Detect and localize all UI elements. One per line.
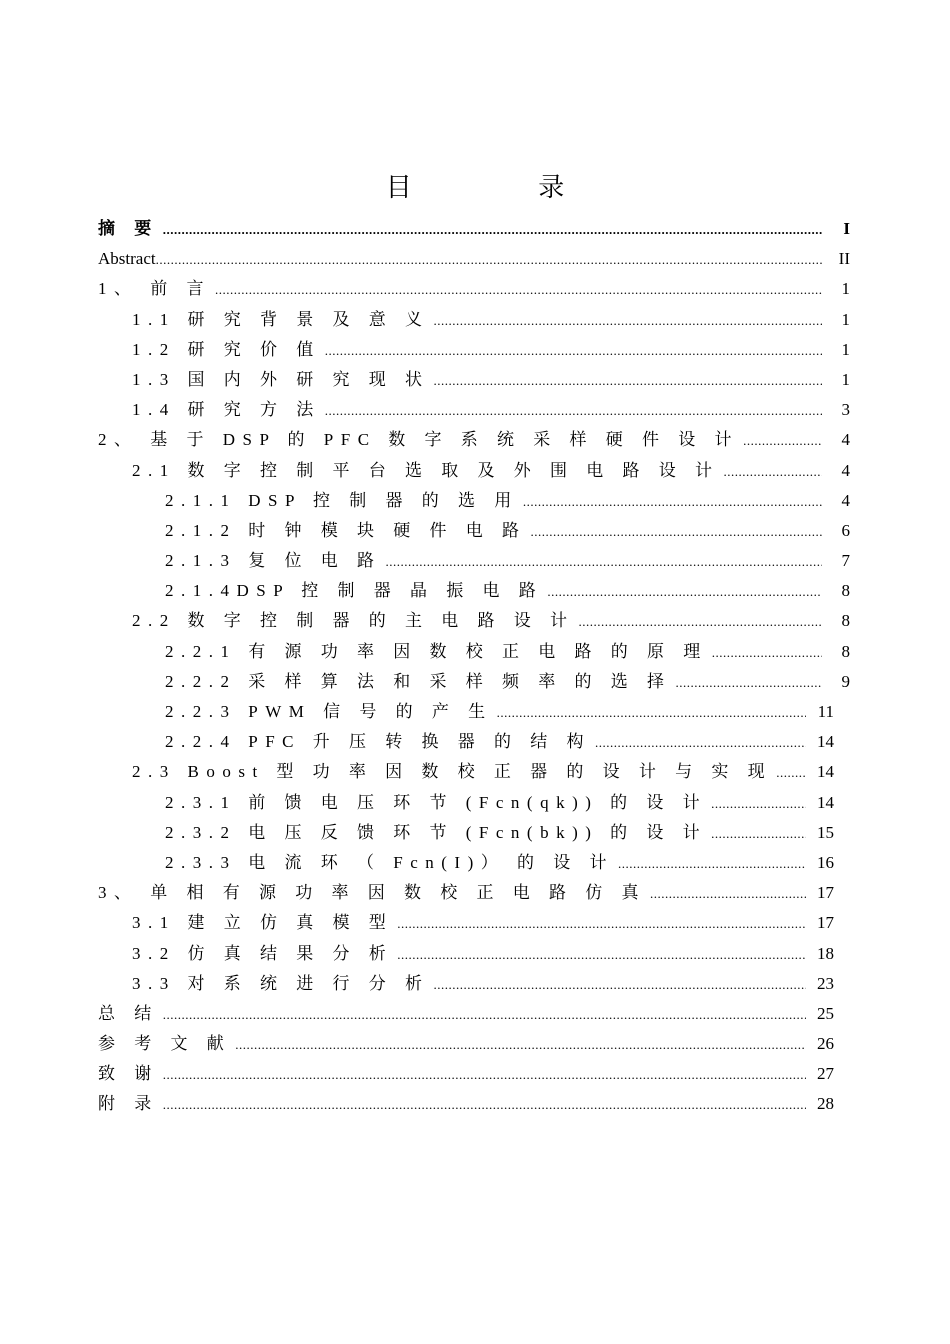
- toc-entry-label: 2.2.4 PFC 升 压 转 换 器 的 结 构: [165, 732, 591, 752]
- toc-entry-page: 17: [817, 913, 834, 933]
- toc-leader-dots: [397, 909, 806, 939]
- toc-entry-label: 总 结: [98, 1003, 159, 1023]
- toc-entry-2-1-3[interactable]: [98, 546, 850, 576]
- toc-entry-label: 3、 单 相 有 源 功 率 因 数 校 正 电 路 仿 真: [98, 883, 646, 903]
- toc-entry-page: 1: [841, 369, 850, 389]
- toc-entry-2-2-4[interactable]: [98, 727, 850, 757]
- toc-entry-page: 18: [817, 943, 834, 963]
- toc-entry-label: 2.2.3 PWM 信 号 的 产 生: [165, 702, 493, 721]
- toc-leader-dots: [776, 758, 806, 788]
- toc-entry-page: 26: [817, 1034, 834, 1054]
- toc-entry-abstract-en[interactable]: [98, 244, 850, 274]
- toc-entry-3-2[interactable]: [98, 939, 850, 969]
- toc-entry-1-1[interactable]: [98, 305, 850, 335]
- toc-entry-label: Abstract: [98, 249, 156, 269]
- toc-entry-page: 1: [841, 309, 850, 329]
- toc-entry-label: 2.1.2 时 钟 模 块 硬 件 电 路: [165, 520, 527, 540]
- toc-entry-label: 参 考 文 献: [98, 1034, 232, 1054]
- toc-leader-dots: [676, 668, 823, 698]
- toc-entry-page: 4: [841, 490, 850, 510]
- toc-entry-page: 14: [817, 732, 834, 752]
- toc-entry-page: 14: [817, 762, 834, 782]
- toc-entry-label: 1.2 研 究 价 值: [132, 339, 321, 359]
- toc-entry-label: 附 录: [98, 1094, 159, 1114]
- toc-leader-dots: [163, 1090, 806, 1120]
- toc-entry-label: 1.3 国 内 外 研 究 现 状: [132, 369, 430, 389]
- toc-entry-2-1-4[interactable]: [98, 576, 850, 606]
- toc-entry-2-3-3[interactable]: [98, 848, 850, 878]
- toc-leader-dots: [397, 940, 806, 970]
- toc-entry-label: 2.1.1 DSP 控 制 器 的 选 用: [165, 490, 519, 510]
- toc-entry-label: 2.2.1 有 源 功 率 因 数 校 正 电 路 的 原 理: [165, 641, 708, 661]
- toc-leader-dots: [434, 970, 807, 1000]
- toc-leader-dots: [711, 789, 806, 819]
- toc-entry-label: 2、 基 于 DSP 的 PFC 数 字 系 统 采 样 硬 件 设 计: [98, 430, 740, 450]
- toc-entry-label: 3.3 对 系 统 进 行 分 析: [132, 973, 430, 993]
- toc-leader-dots: [325, 396, 822, 426]
- toc-entry-page: 23: [817, 973, 834, 993]
- toc-title: 目 录: [385, 173, 625, 202]
- toc-list: [98, 214, 850, 1120]
- toc-entry-page: 25: [817, 1003, 834, 1023]
- toc-entry-references[interactable]: [98, 1029, 850, 1059]
- toc-entry-label: 2.2.2 采 样 算 法 和 采 样 频 率 的 选 择: [165, 671, 672, 691]
- toc-entry-label: 摘 要: [98, 219, 159, 238]
- toc-entry-2-2-3[interactable]: [98, 697, 850, 727]
- toc-entry-summary[interactable]: [98, 999, 850, 1029]
- toc-leader-dots: [163, 215, 822, 245]
- toc-leader-dots: [595, 728, 806, 758]
- toc-entry-label: 2.1.3 复 位 电 路: [165, 551, 382, 571]
- toc-leader-dots: [579, 607, 823, 637]
- toc-entry-page: 16: [817, 852, 834, 872]
- toc-entry-label: 3.2 仿 真 结 果 分 析: [132, 943, 394, 963]
- toc-entry-1-3[interactable]: [98, 365, 850, 395]
- toc-entry-chapter-2[interactable]: [98, 425, 850, 455]
- toc-entry-label: 1.4 研 究 方 法: [132, 400, 321, 420]
- toc-entry-label: 2.1.4DSP 控 制 器 晶 振 电 路: [165, 581, 544, 601]
- toc-entry-3-3[interactable]: [98, 969, 850, 999]
- toc-entry-page: 1: [841, 339, 850, 359]
- toc-entry-label: 1.1 研 究 背 景 及 意 义: [132, 309, 430, 329]
- toc-entry-page: 15: [817, 822, 834, 842]
- toc-leader-dots: [712, 638, 822, 668]
- toc-entry-page: 8: [841, 611, 850, 631]
- toc-entry-page: 14: [817, 792, 834, 812]
- toc-entry-abstract-zh[interactable]: [98, 214, 850, 244]
- toc-leader-dots: [523, 487, 822, 517]
- toc-leader-dots: [531, 517, 823, 547]
- toc-entry-page: 6: [841, 520, 850, 540]
- toc-entry-3-1[interactable]: [98, 908, 850, 938]
- toc-entry-2-2[interactable]: [98, 606, 850, 636]
- toc-entry-page: 9: [841, 671, 850, 691]
- toc-leader-dots: [163, 1000, 806, 1030]
- toc-leader-dots: [650, 879, 806, 909]
- toc-entry-page: 28: [817, 1094, 834, 1114]
- toc-entry-2-2-2[interactable]: [98, 667, 850, 697]
- toc-leader-dots: [156, 245, 822, 275]
- toc-entry-2-3-1[interactable]: [98, 788, 850, 818]
- toc-entry-page: I: [843, 219, 850, 238]
- toc-entry-2-3[interactable]: [98, 757, 850, 787]
- toc-entry-chapter-3[interactable]: [98, 878, 850, 908]
- toc-entry-label: 3.1 建 立 仿 真 模 型: [132, 913, 394, 933]
- toc-entry-2-3-2[interactable]: [98, 818, 850, 848]
- toc-entry-page: 4: [841, 430, 850, 450]
- toc-entry-acknowledgements[interactable]: [98, 1059, 850, 1089]
- toc-entry-1-2[interactable]: [98, 335, 850, 365]
- toc-leader-dots: [711, 819, 806, 849]
- toc-entry-label: 2.3.3 电 流 环 （ Fcn(I)） 的 设 计: [165, 852, 614, 872]
- toc-entry-2-1-1[interactable]: [98, 486, 850, 516]
- toc-leader-dots: [497, 698, 806, 728]
- toc-entry-page: II: [838, 249, 850, 269]
- toc-entry-page: 1: [841, 279, 850, 299]
- toc-leader-dots: [235, 1030, 806, 1060]
- toc-entry-appendix[interactable]: [98, 1089, 850, 1119]
- toc-entry-label: 2.3.1 前 馈 电 压 环 节 (Fcn(qk)) 的 设 计: [165, 792, 708, 812]
- toc-entry-label: 致 谢: [98, 1064, 159, 1084]
- toc-entry-label: 2.3 Boost 型 功 率 因 数 校 正 器 的 设 计 与 实 现: [132, 762, 773, 782]
- toc-entry-page: 17: [817, 883, 834, 903]
- toc-entry-page: 4: [841, 460, 850, 480]
- toc-entry-chapter-1[interactable]: [98, 274, 850, 304]
- toc-entry-page: 27: [817, 1064, 834, 1084]
- toc-entry-label: 1、 前 言: [98, 279, 211, 299]
- toc-entry-label: 2.1 数 字 控 制 平 台 选 取 及 外 围 电 路 设 计: [132, 460, 720, 480]
- toc-leader-dots: [325, 336, 822, 366]
- toc-leader-dots: [547, 577, 822, 607]
- toc-entry-2-1[interactable]: [98, 456, 850, 486]
- toc-entry-2-1-2[interactable]: [98, 516, 850, 546]
- toc-entry-2-2-1[interactable]: [98, 637, 850, 667]
- toc-entry-page: 11: [817, 702, 834, 721]
- toc-entry-page: 7: [841, 551, 850, 571]
- toc-leader-dots: [215, 275, 822, 305]
- toc-entry-label: 2.3.2 电 压 反 馈 环 节 (Fcn(bk)) 的 设 计: [165, 822, 708, 842]
- toc-entry-page: 8: [841, 641, 850, 661]
- toc-leader-dots: [163, 1060, 806, 1090]
- toc-entry-label: 2.2 数 字 控 制 器 的 主 电 路 设 计: [132, 611, 575, 631]
- toc-entry-page: 3: [841, 400, 850, 420]
- toc-leader-dots: [724, 457, 823, 487]
- toc-leader-dots: [434, 306, 823, 336]
- toc-leader-dots: [743, 426, 822, 456]
- toc-leader-dots: [386, 547, 823, 577]
- toc-leader-dots: [434, 366, 823, 396]
- toc-entry-page: 8: [841, 581, 850, 601]
- toc-leader-dots: [618, 849, 806, 879]
- toc-entry-1-4[interactable]: [98, 395, 850, 425]
